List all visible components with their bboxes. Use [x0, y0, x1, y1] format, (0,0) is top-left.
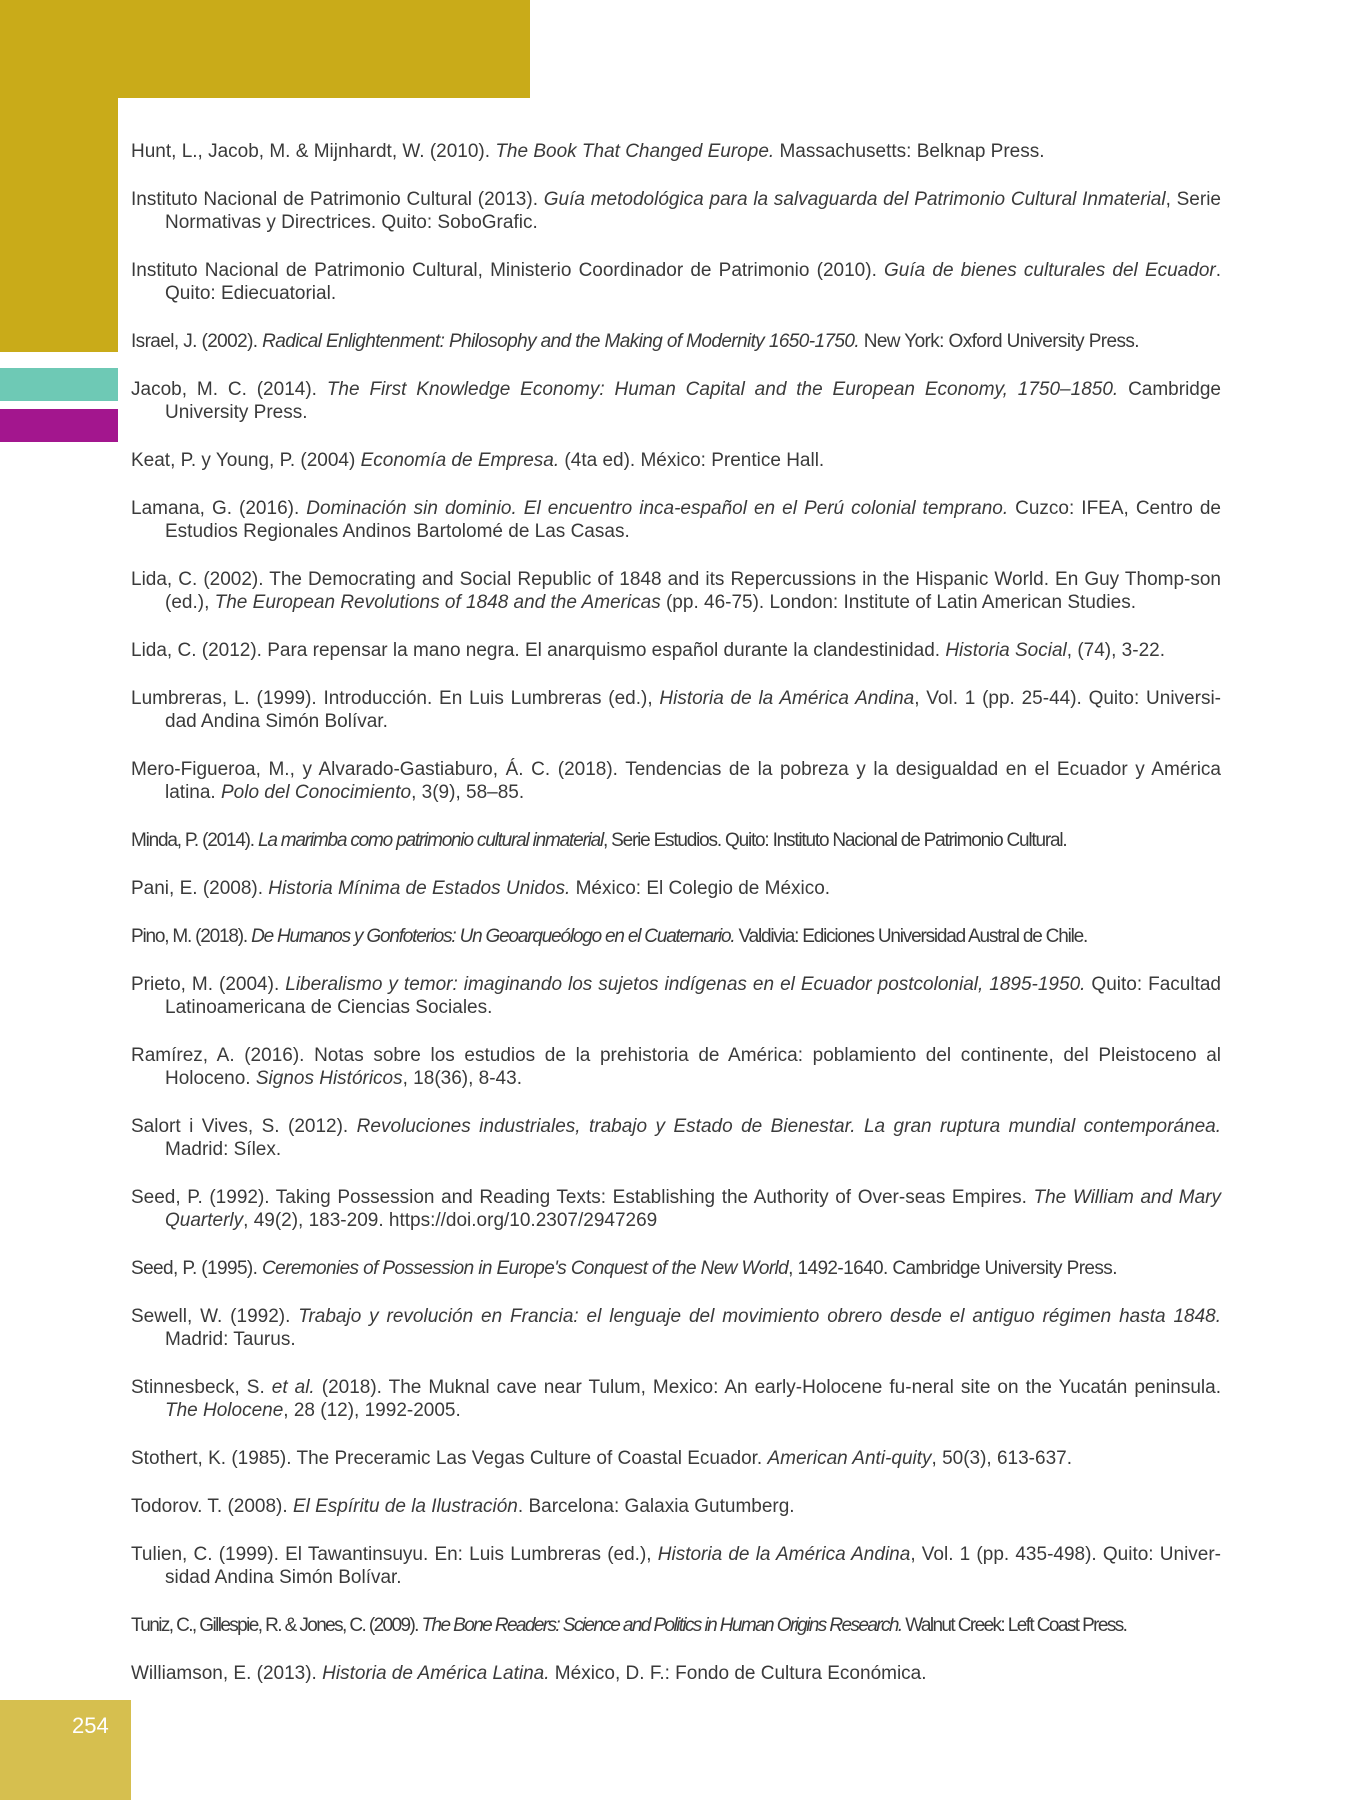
- reference-entry: Jacob, M. C. (2014). The First Knowledge Economy: Human Capital and the European Economy, 1750–1850. Cambridge University Press.: [131, 379, 1222, 423]
- reference-entry: Stinnesbeck, S. et al. (2018). The Muknal cave near Tulum, Mexico: An early-Holocene fu-neral site on the Yucatán peninsula. The Holocene, 28 (12), 1992-2005.: [131, 1377, 1221, 1421]
- page-number-tab: [0, 1700, 131, 1800]
- reference-entry: Tulien, C. (1999). El Tawantinsuyu. En: Luis Lumbreras (ed.), Historia de la América Andina, Vol. 1 (pp. 435-498). Quito: Univer-sidad Andina Simón Bolívar.: [131, 1544, 1222, 1588]
- reference-entry: Todorov. T. (2008). El Espíritu de la Ilustración. Barcelona: Galaxia Gutumberg.: [131, 1496, 795, 1517]
- reference-entry: Seed, P. (1995). Ceremonies of Possession in Europe's Conquest of the New World, 1492-1640. Cambridge University Press.: [131, 1258, 1117, 1279]
- reference-list: [131, 140, 1221, 1710]
- reference-entry: Lumbreras, L. (1999). Introducción. En Luis Lumbreras (ed.), Historia de la América Andina, Vol. 1 (pp. 25-44). Quito: Universi-dad Andina Simón Bolívar.: [131, 688, 1221, 732]
- reference-entry: Hunt, L., Jacob, M. & Mijnhardt, W. (2010). The Book That Changed Europe. Massachusetts: Belknap Press.: [131, 141, 1045, 162]
- reference-entry: Instituto Nacional de Patrimonio Cultural (2013). Guía metodológica para la salvaguarda del Patrimonio Cultural Inmaterial, Serie Normativas y Directrices. Quito: SoboGrafic.: [131, 189, 1221, 233]
- reference-entry: Keat, P. y Young, P. (2004) Economía de Empresa. (4ta ed). México: Prentice Hall.: [131, 450, 825, 471]
- reference-entry: Instituto Nacional de Patrimonio Cultural, Ministerio Coordinador de Patrimonio (2010). Guía de bienes culturales del Ecuador. Quito: Ediecuatorial.: [131, 260, 1221, 304]
- reference-entry: Lida, C. (2002). The Democrating and Social Republic of 1848 and its Repercussions in the Hispanic World. En Guy Thomp-son (ed.), The European Revolutions of 1848 and the Americas (pp. 46-75). London: Institute of Latin American Studies.: [131, 569, 1221, 613]
- reference-entry: Lida, C. (2012). Para repensar la mano negra. El anarquismo español durante la clandestinidad. Historia Social, (74), 3-22.: [131, 640, 1165, 661]
- reference-entry: Lamana, G. (2016). Dominación sin dominio. El encuentro inca-español en el Perú colonial temprano. Cuzco: IFEA, Centro de Estudios Regionales Andinos Bartolomé de Las Casas.: [131, 498, 1222, 542]
- reference-entry: Mero-Figueroa, M., y Alvarado-Gastiaburo, Á. C. (2018). Tendencias de la pobreza y la desigualdad en el Ecuador y América latina. Polo del Conocimiento, 3(9), 58–85.: [131, 759, 1221, 803]
- reference-entry: Pino, M. (2018). De Humanos y Gonfoterios: Un Geoarqueólogo en el Cuaternario. Valdivia: Ediciones Universidad Austral de Chile.: [131, 926, 1088, 947]
- reference-entry: Salort i Vives, S. (2012). Revoluciones industriales, trabajo y Estado de Bienestar. La gran ruptura mundial contemporánea. Madrid: Sílex.: [131, 1116, 1221, 1160]
- reference-entry: Pani, E. (2008). Historia Mínima de Estados Unidos. México: El Colegio de México.: [131, 878, 831, 899]
- decorative-magenta-bar: [0, 409, 118, 442]
- reference-entry: Stothert, K. (1985). The Preceramic Las Vegas Culture of Coastal Ecuador. American Anti-quity, 50(3), 613-637.: [131, 1448, 1072, 1469]
- page-number: 254: [72, 1713, 109, 1738]
- reference-entry: Seed, P. (1992). Taking Possession and Reading Texts: Establishing the Authority of Over-seas Empires. The William and Mary Quarterly, 49(2), 183-209. https://doi.org/10.2307/2947269: [131, 1187, 1221, 1231]
- reference-entry: Prieto, M. (2004). Liberalismo y temor: imaginando los sujetos indígenas en el Ecuador postcolonial, 1895-1950. Quito: Facultad Latinoamericana de Ciencias Sociales.: [131, 974, 1222, 1018]
- decorative-gold-header-block: [0, 0, 530, 98]
- reference-entry: Williamson, E. (2013). Historia de América Latina. México, D. F.: Fondo de Cultura Económica.: [131, 1663, 927, 1684]
- reference-entry: Tuniz, C., Gillespie, R. & Jones, C. (2009). The Bone Readers: Science and Politics in Human Origins Research. Walnut Creek: Left Coast Press.: [131, 1615, 1127, 1636]
- reference-entry: Ramírez, A. (2016). Notas sobre los estudios de la prehistoria de América: poblamiento del continente, del Pleistoceno al Holoceno. Signos Históricos, 18(36), 8-43.: [131, 1045, 1221, 1089]
- reference-entry: Sewell, W. (1992). Trabajo y revolución en Francia: el lenguaje del movimiento obrero desde el antiguo régimen hasta 1848. Madrid: Taurus.: [131, 1306, 1221, 1350]
- decorative-gold-side-band: [0, 98, 118, 352]
- reference-entry: Minda, P. (2014). La marimba como patrimonio cultural inmaterial, Serie Estudios. Quito: Instituto Nacional de Patrimonio Cultural.: [131, 830, 1067, 851]
- decorative-teal-bar: [0, 368, 118, 401]
- reference-entry: Israel, J. (2002). Radical Enlightenment: Philosophy and the Making of Modernity 1650-1750. New York: Oxford University Press.: [131, 331, 1139, 352]
